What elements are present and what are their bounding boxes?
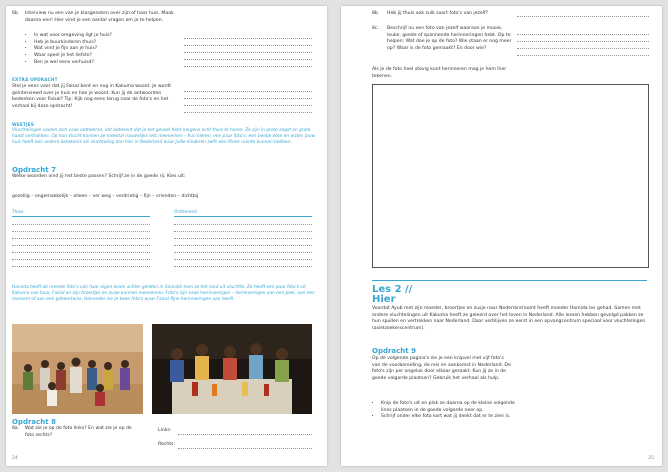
answer-line[interactable] (178, 448, 312, 449)
divider (372, 280, 647, 281)
word-choices: gezellig – ongemakkelijk – alleen – ver weg – verdrietig – fijn – vrienden – dichtbij (12, 194, 199, 199)
answer-line[interactable] (178, 434, 312, 435)
question-number: 8b. (372, 11, 380, 16)
photo-prompt: Als je de foto heel stevig kunt herinneren mag je hem hier tekenen. (372, 67, 507, 79)
opdracht-9-bullets (372, 401, 521, 421)
column-header-thuis: Thuis (12, 210, 24, 215)
opdracht-7-title: Opdracht 7 (12, 166, 56, 174)
list-item: • Wat vind je fijn aan je huis? (34, 46, 184, 53)
right-page (341, 6, 662, 466)
answer-line[interactable] (184, 91, 312, 92)
list-item: • Ben je wel eens verhuisd? (34, 60, 184, 67)
answer-line[interactable] (174, 224, 312, 225)
answer-line[interactable] (184, 45, 312, 46)
answer-line[interactable] (174, 231, 312, 232)
answer-line[interactable] (174, 266, 312, 267)
answer-line[interactable] (184, 38, 312, 39)
answer-line[interactable] (184, 112, 312, 113)
question-text: Beschrijf nu een foto van jezelf waaraan je mooie, leuke, goede of spannende herinneringen hebt. Op te helpen: Wat doe je op de foto? Wie staan er nog meer op? Waar is de foto gemaakt? En door wie? (387, 26, 512, 52)
answer-line[interactable] (184, 98, 312, 99)
answer-line[interactable] (12, 252, 150, 253)
drawing-box[interactable] (372, 84, 649, 268)
page-number: 25 (648, 456, 654, 461)
divider (174, 216, 312, 217)
question-text: Wat zie je op de foto links? En wat zie je op de foto rechts? (25, 426, 132, 438)
answer-line[interactable] (184, 105, 312, 106)
list-item: • Schrijf onder elke foto kort wat jij denkt dat er te zien is. (381, 414, 521, 421)
list-item: • In wat voor omgeving ligt je huis? (34, 33, 184, 40)
answer-line[interactable] (184, 59, 312, 60)
extra-label: EXTRA OPDRACHT (12, 77, 58, 82)
answer-line[interactable] (12, 224, 150, 225)
answer-line[interactable] (12, 231, 150, 232)
answer-line[interactable] (174, 259, 312, 260)
opdracht-8-title: Opdracht 8 (12, 418, 56, 426)
answer-line[interactable] (12, 266, 150, 267)
question-bullets (25, 33, 184, 67)
question-number: 6b. (12, 11, 20, 16)
question-text: Heb jij thuis ook zulk soort foto's van jezelf? (387, 11, 489, 16)
answer-line[interactable] (174, 238, 312, 239)
rechts-label: Rechts: (158, 442, 175, 447)
list-item: • Waar speel je het liefste? (34, 53, 184, 60)
answer-line[interactable] (517, 34, 649, 35)
answer-line[interactable] (12, 259, 150, 260)
list-item: • Heb je buurkinderen thuis? (34, 40, 184, 47)
les-title: Les 2 // (372, 284, 413, 295)
weetjes-label: WEETJES (12, 122, 35, 127)
opdracht-9-title: Opdracht 9 (372, 347, 416, 355)
list-item: • Knip de foto's uit en plak ze daarna op de kleine volgende lines plaatsen in de goede volgorde neer op. (381, 401, 521, 414)
left-page (6, 6, 327, 466)
weetjes-text: Vluchtelingen voelen zich vaak ontheemd, dat betekent dat je het gevoel hebt nergens echt thuis te horen. Ze zijn in grote angst en grote haast vertrokken. Op hun vlucht kunnen ze meestal nauwelijks iets meenemen – hun kleren, een paar foto's, een beetje eten en water. Jouw huis heeft een andere betekenis als vluchteling dan hier in Nederland waar jullie kinderen zelfs een flinke ruimte kunnen hebben. (12, 128, 316, 146)
les-subtitle: Hier (372, 294, 396, 305)
answer-line[interactable] (517, 55, 649, 56)
opdracht-7-intro: Welke woorden vind jij het beste passen? Schrijf ze in de goede rij. Kies uit: (12, 174, 186, 179)
photo-children-left (12, 324, 143, 414)
question-number: 8a. (12, 426, 20, 431)
extra-text: Stel je eens voor dat jij Faisal bent en nog in Kakuma woont. Je wordt geïnterviewd over je huis en hoe je woont. Kun jij de antwoorden bedenken voor Faisal? Tip: Kijk nog eens terug naar de foto's en het verhaal bij deze opdracht! (12, 84, 172, 110)
page-number: 24 (12, 456, 18, 461)
links-label: Links: (158, 428, 172, 433)
column-header-onthemed: Onthemed (174, 210, 197, 215)
answer-line[interactable] (12, 245, 150, 246)
story-text: Hamida heeft de meeste foto's van haar eigen leven achter gelaten in Somalië toen ze het land uit vluchtte. Ze heeft een paar foto's uit Kakuma van haar, Faisal en zijn broertjes en zusje kunnen meenemen. Foto's zijn vaak herinneringen – herinneringen aan een plek, aan een moment of aan een gebeurtenis. Hieronder zie je twee foto's waar Faisal fijne herinneringen aan heeft. (12, 285, 315, 303)
answer-line[interactable] (184, 52, 312, 53)
answer-line[interactable] (517, 41, 649, 42)
answer-line[interactable] (517, 48, 649, 49)
intro-text: Voordat Ayub met zijn moeder, broertjes en zusje naar Nederland komt heeft moeder Hamida les gehad. Samen met andere vluchtelingen uit Kakuma heeft ze geleerd over het leven in Nederland. Alle lessen hebben gevolgd pakken ze hun spullen en vertrekken naar Nederland. Daar verblijven ze eerst in een opvangcentrum speciaal voor vluchtelingen (asielzoekerscentrum). (372, 306, 646, 332)
answer-line[interactable] (184, 66, 312, 67)
divider (12, 216, 150, 217)
answer-line[interactable] (174, 245, 312, 246)
answer-line[interactable] (174, 252, 312, 253)
answer-line[interactable] (12, 238, 150, 239)
answer-line[interactable] (517, 16, 649, 17)
opdracht-9-text: Op de volgende pagina's zie je een knipvel met vijf foto's van de voorbereiding, de reis en aankomst in Nederland. De foto's zijn per ongeluk door elkaar geraakt. Kun jij ze in de goede volgorde plaatsen? Gebruik het verhaal als hulp. (372, 356, 511, 382)
question-text: Interview nu een van je klasgenoten over zijn of haar huis. Maak daarna een! Hier vind je een aantal vragen om je te helpen. (25, 11, 174, 23)
question-number: 8c. (372, 26, 379, 31)
photo-celebration-right (152, 324, 312, 414)
